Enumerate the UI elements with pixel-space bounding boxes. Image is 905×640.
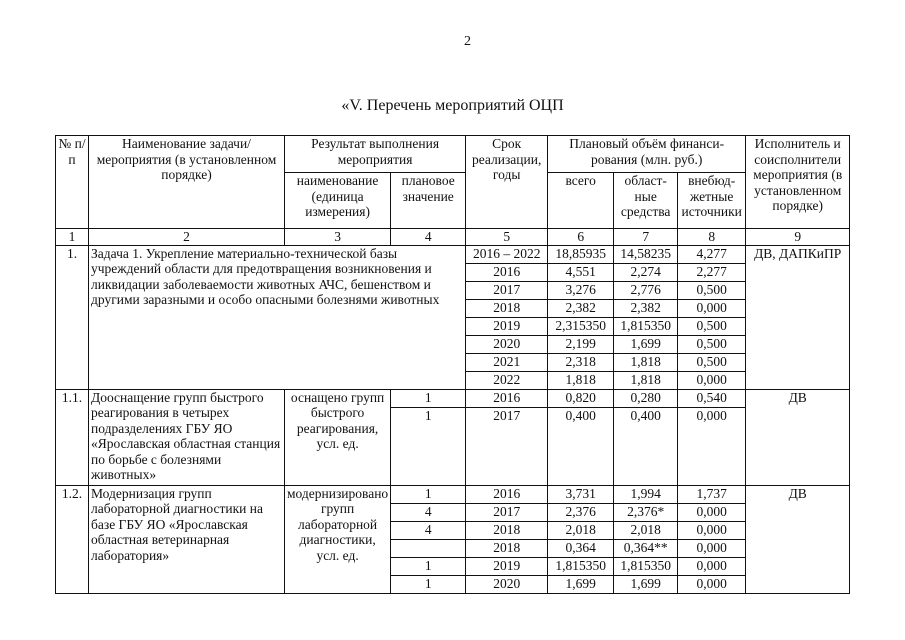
total-cell: 1,818 [548, 371, 614, 389]
result-name-cell: оснащено групп быстрого реагирования, усл. ед. [285, 389, 391, 485]
regional-cell: 14,58235 [614, 245, 678, 263]
year-cell: 2020 [466, 335, 548, 353]
plan-cell: 4 [391, 503, 466, 521]
task-number: 1. [56, 245, 89, 389]
col-number: 4 [391, 229, 466, 246]
regional-cell: 0,364** [614, 539, 678, 557]
total-cell: 3,731 [548, 485, 614, 503]
extra-cell: 0,000 [678, 557, 746, 575]
extra-cell: 0,000 [678, 503, 746, 521]
regional-cell: 2,382 [614, 299, 678, 317]
total-cell: 2,315350 [548, 317, 614, 335]
col-number: 6 [548, 229, 614, 246]
extra-cell: 0,500 [678, 335, 746, 353]
plan-cell: 1 [391, 389, 466, 407]
regional-cell: 1,818 [614, 353, 678, 371]
total-cell: 0,400 [548, 407, 614, 485]
extra-cell: 0,000 [678, 521, 746, 539]
regional-cell: 2,376* [614, 503, 678, 521]
task-name: Модернизация групп лабораторной диагностики на базе ГБУ ЯО «Ярославская областная ветеринарная лаборатория» [89, 485, 285, 593]
extra-cell: 0,000 [678, 299, 746, 317]
col-number: 2 [89, 229, 285, 246]
page-number: 2 [464, 34, 471, 49]
header-term: Срок реализации, годы [466, 136, 548, 229]
regional-cell: 2,274 [614, 263, 678, 281]
year-cell: 2018 [466, 521, 548, 539]
total-cell: 2,382 [548, 299, 614, 317]
regional-cell: 0,280 [614, 389, 678, 407]
plan-cell: 1 [391, 407, 466, 485]
col-number: 5 [466, 229, 548, 246]
col-number: 7 [614, 229, 678, 246]
col-number: 9 [746, 229, 850, 246]
year-cell: 2019 [466, 557, 548, 575]
year-cell: 2017 [466, 407, 548, 485]
total-cell: 4,551 [548, 263, 614, 281]
extra-cell: 0,000 [678, 371, 746, 389]
col-number: 8 [678, 229, 746, 246]
year-cell: 2017 [466, 281, 548, 299]
table-row [56, 485, 850, 503]
regional-cell: 2,018 [614, 521, 678, 539]
table-header-row [56, 136, 850, 173]
total-cell: 0,364 [548, 539, 614, 557]
year-cell: 2018 [466, 299, 548, 317]
plan-cell: 1 [391, 485, 466, 503]
plan-cell: 4 [391, 521, 466, 539]
extra-cell: 0,500 [678, 317, 746, 335]
extra-cell: 0,000 [678, 539, 746, 557]
regional-cell: 1,818 [614, 371, 678, 389]
year-cell: 2020 [466, 575, 548, 593]
year-cell: 2019 [466, 317, 548, 335]
task-name: Дооснащение групп быстрого реагирования в четырех подразделениях ГБУ ЯО «Ярославская областная станция по борьбе с болезнями животных» [89, 389, 285, 485]
table-row [56, 389, 850, 407]
regional-cell: 1,699 [614, 335, 678, 353]
result-name-cell: модернизировано групп лабораторной диагностики, усл. ед. [285, 485, 391, 593]
total-cell: 2,318 [548, 353, 614, 371]
total-cell: 0,820 [548, 389, 614, 407]
plan-cell: 1 [391, 575, 466, 593]
extra-cell: 0,540 [678, 389, 746, 407]
regional-cell: 1,815350 [614, 317, 678, 335]
column-numbers-row [56, 229, 850, 246]
total-cell: 18,85935 [548, 245, 614, 263]
regional-cell: 1,815350 [614, 557, 678, 575]
col-number: 3 [285, 229, 391, 246]
extra-cell: 0,500 [678, 353, 746, 371]
task-number: 1.1. [56, 389, 89, 485]
year-cell: 2016 [466, 263, 548, 281]
header-executor: Исполнитель и соисполнители мероприятия (в установленном порядке) [746, 136, 850, 229]
total-cell: 1,699 [548, 575, 614, 593]
extra-cell: 4,277 [678, 245, 746, 263]
document-title: «V. Перечень мероприятий ОЦП [341, 97, 564, 114]
total-cell: 2,018 [548, 521, 614, 539]
header-result: Результат выполнения мероприятия [285, 136, 466, 173]
header-regional: област- ные средства [614, 173, 678, 229]
total-cell: 3,276 [548, 281, 614, 299]
task-number: 1.2. [56, 485, 89, 593]
extra-cell: 0,000 [678, 575, 746, 593]
total-cell: 1,815350 [548, 557, 614, 575]
year-cell: 2016 [466, 389, 548, 407]
regional-cell: 1,994 [614, 485, 678, 503]
extra-cell: 1,737 [678, 485, 746, 503]
header-result-name: наименование (единица измерения) [285, 173, 391, 229]
header-extra: внебюд- жетные источники [678, 173, 746, 229]
header-total: всего [548, 173, 614, 229]
extra-cell: 2,277 [678, 263, 746, 281]
header-name: Наименование задачи/мероприятия (в установленном порядке) [89, 136, 285, 229]
executor-cell: ДВ [746, 485, 850, 593]
col-number: 1 [56, 229, 89, 246]
year-cell: 2017 [466, 503, 548, 521]
regional-cell: 0,400 [614, 407, 678, 485]
total-cell: 2,199 [548, 335, 614, 353]
year-cell: 2016 [466, 485, 548, 503]
task-name: Задача 1. Укрепление материально-технической базы учреждений области для предотвращения возникновения и ликвидации заболеваемости животных АЧС, бешенством и другими заразными и особо опасными болезнями животных [89, 245, 466, 389]
year-cell: 2016 – 2022 [466, 245, 548, 263]
plan-cell [391, 539, 466, 557]
header-result-plan: плановое значение [391, 173, 466, 229]
regional-cell: 1,699 [614, 575, 678, 593]
year-cell: 2022 [466, 371, 548, 389]
executor-cell: ДВ, ДАПКиПР [746, 245, 850, 389]
year-cell: 2018 [466, 539, 548, 557]
header-no: № п/п [56, 136, 89, 229]
plan-cell: 1 [391, 557, 466, 575]
regional-cell: 2,776 [614, 281, 678, 299]
header-finance: Плановый объём финанси- рования (млн. руб.) [548, 136, 746, 173]
executor-cell: ДВ [746, 389, 850, 485]
year-cell: 2021 [466, 353, 548, 371]
total-cell: 2,376 [548, 503, 614, 521]
measures-table [55, 135, 850, 594]
table-row [56, 245, 850, 263]
extra-cell: 0,500 [678, 281, 746, 299]
extra-cell: 0,000 [678, 407, 746, 485]
